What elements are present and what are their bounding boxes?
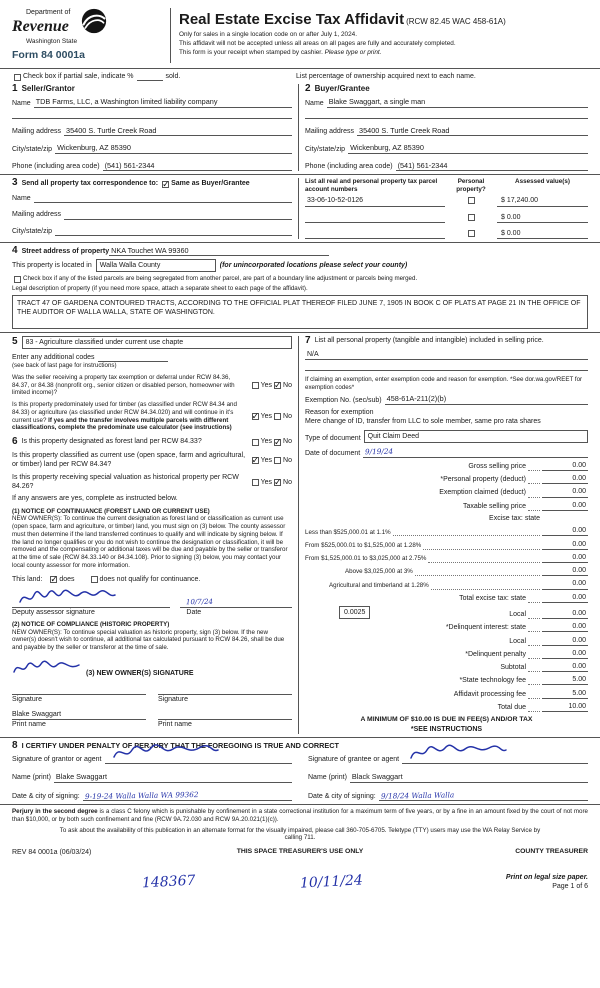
grantor-name-print-label: Name (print) [12, 774, 51, 782]
section-4 [12, 246, 588, 329]
perjury-note: Perjury in the second degree is a class C felony which is punishable by confinement in a state correctional institution for a maximum term of five years, or by a fine in an amount fixed by the court of not more than $10,000, or by both such confinement and fine (RCW 9A.72.030 and RCW 9A.20.021(1)(c)). [12, 808, 588, 823]
page-indicator: Page 1 of 6 [552, 883, 588, 891]
fee-value-total-due[interactable]: 10.00 [542, 702, 588, 712]
deputy-assessor-signature-label: Deputy assessor signature [12, 608, 95, 616]
dor-logo-block [12, 8, 162, 63]
deputy-date-label: Date [186, 608, 202, 616]
parties-section [12, 84, 588, 171]
section-1-title: Seller/Grantor [21, 84, 75, 94]
question-historic: Is this property receiving special valuation as historical property per RCW 84.26? Yes ✓ No [12, 473, 292, 491]
use-code-select[interactable]: 83 - Agriculture classified under current use chapte [22, 336, 292, 349]
personal-property-list-field-2[interactable] [305, 370, 588, 371]
county-treasurer-label: COUNTY TREASURER [515, 848, 588, 856]
send-correspondence-label: Send all property tax correspondence to: [21, 180, 159, 188]
grantor-signature-label: Signature of grantor or agent [12, 755, 102, 763]
forest-no-checkbox[interactable] [274, 439, 281, 446]
fee-value-ag-timber[interactable]: 0.00 [542, 579, 588, 589]
buyer-grantee-block [298, 84, 588, 171]
header-note-3: This form is your receipt when stamped by cashier. Please type or print. [179, 49, 382, 57]
date-of-document-field[interactable]: 9/19/24 [363, 447, 588, 457]
section-6-number: 6 [12, 436, 18, 448]
does-not-qualify-checkbox[interactable] [91, 576, 98, 583]
seller-phone-label: Phone (including area code) [12, 163, 100, 171]
divider [0, 174, 600, 175]
fee-row-tier-1: Less than $525,000.01 at 1.1% 0.00 [305, 527, 586, 536]
grantor-name-print-field[interactable]: Blake Swaggart [54, 772, 292, 782]
buyer-phone-field[interactable]: (541) 561-2344 [396, 161, 588, 171]
fee-row-tier-3: From $1,525,000.01 to $3,025,000 at 2.75% 0.00 [305, 553, 586, 563]
fee-value-tech-fee[interactable]: 5.00 [542, 675, 588, 685]
question-forest-land: 6 Is this property designated as forest land per RCW 84.33? Yes ✓ No [12, 437, 292, 447]
rev-number: REV 84 0001a (06/03/24) [12, 849, 92, 857]
segregated-label: Check box if any of the listed parcels are being segregated from another parcel, are part of a boundary line adjustment or parcels being merged. [23, 275, 418, 283]
fee-value-tier-2[interactable]: 0.00 [542, 540, 588, 550]
personal-property-list-label: List all personal property (tangible and intangible) included in selling price. [314, 336, 544, 344]
fee-row-gross: Gross selling price 0.00 [468, 461, 586, 470]
fee-value-tier-3[interactable]: 0.00 [542, 553, 588, 563]
section-7 [298, 336, 588, 734]
fee-row-delinquent-penalty: *Delinquent penalty 0.00 [465, 649, 586, 658]
additional-codes-note: (see back of last page for instructions) [12, 362, 117, 370]
personal-property-checkbox-1[interactable] [468, 197, 475, 204]
notice-continuance-title: (1) NOTICE OF CONTINUANCE (FOREST LAND OR CURRENT USE) [12, 507, 210, 515]
county-note: (for unincorporated locations please select your county) [219, 262, 408, 270]
seller-name-label: Name [12, 99, 31, 107]
fee-row-local: 0.0025 Local 0.00 [305, 606, 588, 619]
assessed-value-field-1[interactable]: $ 17,240.00 [497, 196, 588, 206]
predominate-yes-checkbox[interactable] [252, 413, 259, 420]
header-note-2: This affidavit will not be accepted unless all areas on all pages are fully and accurately completed. [179, 39, 456, 47]
buyer-name-label: Name [305, 99, 324, 107]
section-8 [12, 741, 588, 801]
fee-row-taxable: Taxable selling price 0.00 [462, 501, 586, 510]
fee-value-tier-1[interactable]: 0.00 [542, 526, 588, 536]
divider [0, 68, 600, 69]
print-name-label-2: Print name [158, 720, 192, 728]
question-current-use-text: Is this property classified as current use (open space, farm and agricultural, or timber) land per RCW 84.34? [12, 452, 246, 469]
partial-sale-checkbox[interactable] [14, 74, 21, 81]
does-not-label: does not qualify for continuance. [99, 575, 201, 583]
dept-line1: Department of [26, 9, 71, 16]
partial-sale-label: Check box if partial sale, indicate % [23, 72, 134, 80]
question-historic-text: Is this property receiving special valuation as historical property per RCW 84.26? [12, 474, 239, 491]
type-of-document-field[interactable]: Quit Claim Deed [364, 430, 588, 443]
grantor-date-city-label: Date & city of signing: [12, 792, 80, 800]
exemption-yes-checkbox[interactable] [252, 382, 259, 389]
assessed-value-field-2[interactable]: $ 0.00 [497, 213, 588, 223]
seller-name-field[interactable]: TDB Farms, LLC, a Washington limited liability company [34, 97, 292, 107]
grantee-signature-ink [408, 742, 508, 764]
treasurer-stamp-number: 148367 [141, 872, 196, 892]
middle-columns [12, 336, 588, 734]
seller-name-field-2[interactable] [12, 118, 292, 119]
exemption-note: If claiming an exemption, enter exemption code and reason for exemption. *See dor.wa.gov/REET for exemption codes* [305, 375, 583, 391]
date-of-document-label: Date of document [305, 449, 361, 457]
question-predominate-use: Is this property predominately used for timber (as classified under RCW 84.34 and 84.33) or agriculture (as classified under RCW 84.34.020) and will continue in it's current use? If yes and the transfer involves multiple parcels with different classifications, complete the predominate use calculator (see instructions) ✓ Yes No [12, 401, 292, 432]
revenue-swirl-icon [81, 8, 107, 34]
partial-sale-row [12, 72, 588, 81]
partial-sale-percent-field[interactable] [137, 80, 163, 81]
current-use-no-checkbox[interactable] [274, 457, 281, 464]
corr-name-label: Name [12, 195, 31, 203]
personal-property-checkbox-3[interactable] [468, 230, 475, 237]
fee-value-exemption-deduct[interactable]: 0.00 [542, 487, 588, 497]
fee-value-processing-fee[interactable]: 5.00 [542, 689, 588, 699]
forest-yes-checkbox[interactable] [252, 439, 259, 446]
fee-row-total-due: Total due 10.00 [497, 702, 586, 711]
sections-5-6 [12, 336, 298, 734]
if-yes-note: If any answers are yes, complete as instructed below. [12, 495, 178, 503]
corr-name-field[interactable] [34, 195, 292, 203]
fee-row-excise-header: Excise tax: state [489, 515, 540, 522]
new-owner-signature-field-1[interactable] [12, 686, 146, 695]
print-name-label-1: Print name [12, 720, 46, 728]
print-legal-note: Print on legal size paper. [505, 874, 588, 882]
street-address-field[interactable]: NKA Touchet WA 99360 [109, 246, 329, 256]
parcel-number-field-2[interactable] [305, 222, 445, 223]
deputy-date-field[interactable]: 10/7/24 [180, 598, 292, 608]
dept-line2: Revenue [12, 18, 69, 36]
section-5-number: 5 [12, 336, 18, 348]
fee-row-personal-deduct: *Personal property (deduct) 0.00 [440, 475, 586, 484]
minimum-due-note: A MINIMUM OF $10.00 IS DUE IN FEE(S) AND/OR TAX [360, 716, 533, 724]
current-use-yes-checkbox[interactable] [252, 457, 259, 464]
does-label: does [59, 575, 75, 583]
located-in-label: This property is located in [12, 262, 92, 270]
treasurer-space-label: THIS SPACE TREASURER'S USE ONLY [236, 848, 364, 856]
treasurer-stamp-area [12, 873, 588, 891]
corr-citystatezip-field[interactable] [55, 228, 292, 236]
reason-for-exemption-label: Reason for exemption [305, 408, 374, 416]
fee-row-tech-fee: *State technology fee 5.00 [459, 676, 586, 685]
fee-value-total-state[interactable]: 0.00 [542, 593, 588, 603]
personal-property-header: Personal property? [456, 178, 486, 193]
new-owner-print-name-field-2[interactable] [158, 710, 292, 720]
divider [0, 332, 600, 333]
grantor-signature-field[interactable] [105, 755, 292, 764]
signature-label-2: Signature [158, 695, 188, 703]
question-current-use: Is this property classified as current use (open space, farm and agricultural, or timber) land per RCW 84.34? ✓ Yes No [12, 451, 292, 469]
street-address-label: Street address of property [21, 248, 110, 256]
new-owner-signature-field-2[interactable] [158, 686, 292, 695]
header-note-1: Only for sales in a single location code on or after July 1, 2024. [179, 30, 357, 38]
dept-line3: Washington State [26, 37, 78, 45]
assessed-value-field-3[interactable]: $ 0.00 [497, 229, 588, 239]
new-owner-signature-ink [12, 658, 82, 678]
fee-row-processing-fee: Affidavit processing fee 5.00 [453, 689, 586, 698]
buyer-citystatezip-label: City/state/zip [305, 145, 346, 153]
predominate-no-checkbox[interactable] [274, 413, 281, 420]
grantee-signature-label: Signature of grantee or agent [308, 755, 400, 763]
parcel-table [298, 178, 588, 238]
deputy-assessor-signature-field[interactable] [12, 598, 170, 608]
fee-value-local-2[interactable]: 0.00 [542, 636, 588, 646]
question-exemption-deferral: Was the seller receiving a property tax exemption or deferral under RCW 84.36, 84.37, or 84.38 (nonprofit org., senior citizen or disabled person, homeowner with limited income)? Yes ✓ No [12, 374, 292, 397]
see-instructions-note: *SEE INSTRUCTIONS [410, 725, 483, 733]
new-owner-print-name-field-1[interactable]: Blake Swaggart [12, 710, 146, 720]
fee-row-exemption-deduct: Exemption claimed (deduct) 0.00 [439, 488, 586, 497]
personal-property-checkbox-2[interactable] [468, 214, 475, 221]
same-as-buyer-checkbox[interactable] [162, 181, 169, 188]
question-exemption-deferral-text: Was the seller receiving a property tax exemption or deferral under RCW 84.36, 84.37, or 84.38 (nonprofit org., senior citizen or disabled person, homeowner with limited income)? [12, 373, 235, 397]
notice-continuance-body: NEW OWNER(S): To continue the current designation as forest land or classification as current use (open space, farm and agriculture, or timber) land, you must sign on (3) below. The county assessor must then determine if the land transferred continues to qualify and will indicate by signing below. If the land no longer qualifies or you do not wish to continue the designation or classification, it will be removed and the compensating or additional taxes will be due and payable by the seller or transferor at the time of sale (RCW 84.33.140 or 84.34.108). Prior to signing (3) below, you may contact your local county assessor for more information. [12, 515, 288, 569]
land-qualify-row [12, 575, 292, 584]
grantee-name-print-field[interactable]: Black Swaggart [350, 772, 588, 782]
legal-description-field[interactable]: TRACT 47 OF GARDENA CONTOURED TRACTS, ACCORDING TO THE OFFICIAL PLAT THEREOF FILED JUNE 7, 1905 IN BOOK C OF PLATS AT PAGE 21 IN THE OFFICE OF THE AUDITOR OF WALLA WALLA, STATE OF WASHINGTON. [12, 295, 588, 329]
seller-phone-field[interactable]: (541) 561-2344 [103, 161, 292, 171]
segregated-checkbox[interactable] [14, 276, 21, 283]
buyer-citystatezip-field[interactable]: Wickenburg, AZ 85390 [348, 143, 588, 153]
seller-citystatezip-field[interactable]: Wickenburg, AZ 85390 [55, 143, 292, 153]
buyer-name-field-2[interactable] [305, 118, 588, 119]
section-3-number: 3 [12, 177, 18, 189]
parcel-row-2 [305, 213, 588, 223]
parcel-row-3 [305, 229, 588, 239]
section-1-number: 1 [12, 83, 18, 95]
additional-codes-label: Enter any additional codes [12, 353, 95, 361]
divider [0, 242, 600, 243]
grantee-signature-field[interactable] [402, 755, 588, 764]
notice-compliance-body: NEW OWNER(S): To continue special valuation as historic property, sign (3) below. If the new owner(s) doesn't wish to continue, all additional tax calculated pursuant to RCW 84.26, shall be due and payable by the seller or transferor at the time of sale. [12, 628, 285, 652]
parcel-row-1 [305, 196, 588, 206]
fee-value-delinquent-interest[interactable]: 0.00 [542, 622, 588, 632]
historic-yes-checkbox[interactable] [252, 479, 259, 486]
title-rcw: (RCW 82.45 WAC 458-61A) [406, 17, 506, 26]
form-number: Form 84 0001a [12, 49, 85, 62]
fee-value-tier-4[interactable]: 0.00 [542, 566, 588, 576]
seller-mailing-field[interactable]: 35400 S. Turtle Creek Road [64, 126, 292, 136]
grantor-signature-ink [111, 742, 221, 764]
footer-strip [12, 848, 588, 857]
header [12, 8, 588, 65]
exemption-no-field[interactable]: 458-61A-211(2)(b) [385, 394, 588, 404]
new-owner-signature-title: (3) NEW OWNER(S) SIGNATURE [86, 669, 194, 677]
corr-mailing-field[interactable] [64, 212, 292, 220]
type-of-document-label: Type of document [305, 435, 361, 443]
section-8-number: 8 [12, 739, 18, 751]
buyer-name-field[interactable]: Blake Swaggart, a single man [327, 97, 588, 107]
local-rate-box[interactable]: 0.0025 [339, 606, 370, 619]
seller-mailing-label: Mailing address [12, 128, 62, 136]
question-predominate-use-text: Is this property predominately used for timber (as classified under RCW 84.34 and 84.33) or agriculture (as classified under RCW 84.34.020) and will continue in it's current use? If yes and the transfer involves multiple parcels with different classifications, complete the predominate use calculator (see instructions) [12, 401, 237, 432]
seller-grantor-block [12, 84, 298, 171]
fee-row-ag-timber: Agricultural and timberland at 1.28% 0.00 [329, 580, 586, 589]
grantor-signing-block [12, 755, 292, 801]
section-2-title: Buyer/Grantee [314, 84, 370, 94]
fee-value-local[interactable]: 0.00 [542, 609, 588, 619]
section-7-number: 7 [305, 334, 311, 346]
grantee-date-city-field[interactable]: 9/18/24 Walla Walla [379, 791, 588, 801]
parcel-number-field-3[interactable] [305, 238, 445, 239]
ownership-percent-note: List percentage of ownership acquired next to each name. [296, 72, 476, 80]
seller-citystatezip-label: City/state/zip [12, 145, 53, 153]
reason-for-exemption-field[interactable]: Mere change of ID, transfer from LLC to sole member, same pro rata shares [305, 418, 541, 426]
fee-value-taxable[interactable]: 0.00 [542, 501, 588, 511]
fee-row-total-state: Total excise tax: state 0.00 [459, 593, 586, 602]
section-3 [12, 178, 588, 238]
does-qualify-checkbox[interactable] [50, 576, 57, 583]
this-land-label: This land: [12, 575, 43, 583]
fee-row-tier-4: Above $3,025,000 at 3% 0.00 [345, 567, 586, 576]
header-divider [170, 8, 171, 63]
exemption-no-label: Exemption No. (sec/sub) [305, 396, 382, 404]
signature-label-1: Signature [12, 695, 42, 703]
assessed-value-header: Assessed value(s) [515, 178, 570, 186]
grantee-name-print-label: Name (print) [308, 774, 347, 782]
corr-mailing-label: Mailing address [12, 211, 62, 219]
fee-value-gross[interactable]: 0.00 [542, 461, 588, 471]
fee-row-tier-2: From $525,000.01 to $1,525,000 at 1.28% 0.00 [305, 540, 586, 549]
partial-sale-label-post: sold. [165, 72, 181, 80]
corr-citystatezip-label: City/state/zip [12, 227, 53, 235]
buyer-mailing-label: Mailing address [305, 128, 355, 136]
buyer-phone-label: Phone (including area code) [305, 163, 393, 171]
parcel-number-field-1[interactable]: 33-06-10-52-0126 [305, 196, 445, 206]
grantee-signing-block [308, 755, 588, 801]
section-4-number: 4 [12, 245, 18, 257]
question-forest-land-text: Is this property designated as forest land per RCW 84.33? [21, 438, 202, 446]
notice-compliance-title: (2) NOTICE OF COMPLIANCE (HISTORIC PROPERTY) [12, 620, 170, 628]
deputy-assessor-signature-ink [18, 586, 118, 608]
fee-value-delinquent-penalty[interactable]: 0.00 [542, 649, 588, 659]
treasurer-stamp-date: 10/11/24 [299, 872, 364, 892]
county-select[interactable]: Walla Walla County [96, 259, 216, 272]
buyer-mailing-field[interactable]: 35400 S. Turtle Creek Road [357, 126, 588, 136]
same-as-buyer-label: Same as Buyer/Grantee [171, 180, 250, 188]
parcel-header: List all real and personal property tax parcel account numbers [305, 178, 438, 193]
legal-description-label: Legal description of property (if you need more space, attach a separate sheet to each page of the affidavit). [12, 285, 308, 293]
grantee-date-city-label: Date & city of signing: [308, 792, 376, 800]
fee-row-delinquent-interest: *Delinquent interest: state 0.00 [445, 623, 586, 632]
page-title: Real Estate Excise Tax Affidavit [179, 11, 405, 28]
fee-value-subtotal[interactable]: 0.00 [542, 662, 588, 672]
personal-property-list-field[interactable]: N/A [305, 350, 588, 360]
alternate-format-note: To ask about the availability of this publication in an alternate format for the visually impaired, please call 360-705-6705. Teletype (TTY) users may use the WA Relay Service by calling 711. [59, 826, 541, 842]
fee-value-personal-deduct[interactable]: 0.00 [542, 474, 588, 484]
certify-statement: I CERTIFY UNDER PENALTY OF PERJURY THAT THE FOREGOING IS TRUE AND CORRECT [21, 741, 339, 751]
section-2-number: 2 [305, 83, 311, 95]
divider [0, 804, 600, 805]
fee-row-subtotal: Subtotal 0.00 [500, 663, 586, 672]
exemption-no-checkbox[interactable] [274, 382, 281, 389]
grantor-date-city-field[interactable]: 9-19-24 Walla Walla WA 99362 [83, 791, 292, 801]
divider [0, 737, 600, 738]
historic-no-checkbox[interactable] [274, 479, 281, 486]
fee-row-local-2: Local 0.00 [509, 636, 586, 645]
